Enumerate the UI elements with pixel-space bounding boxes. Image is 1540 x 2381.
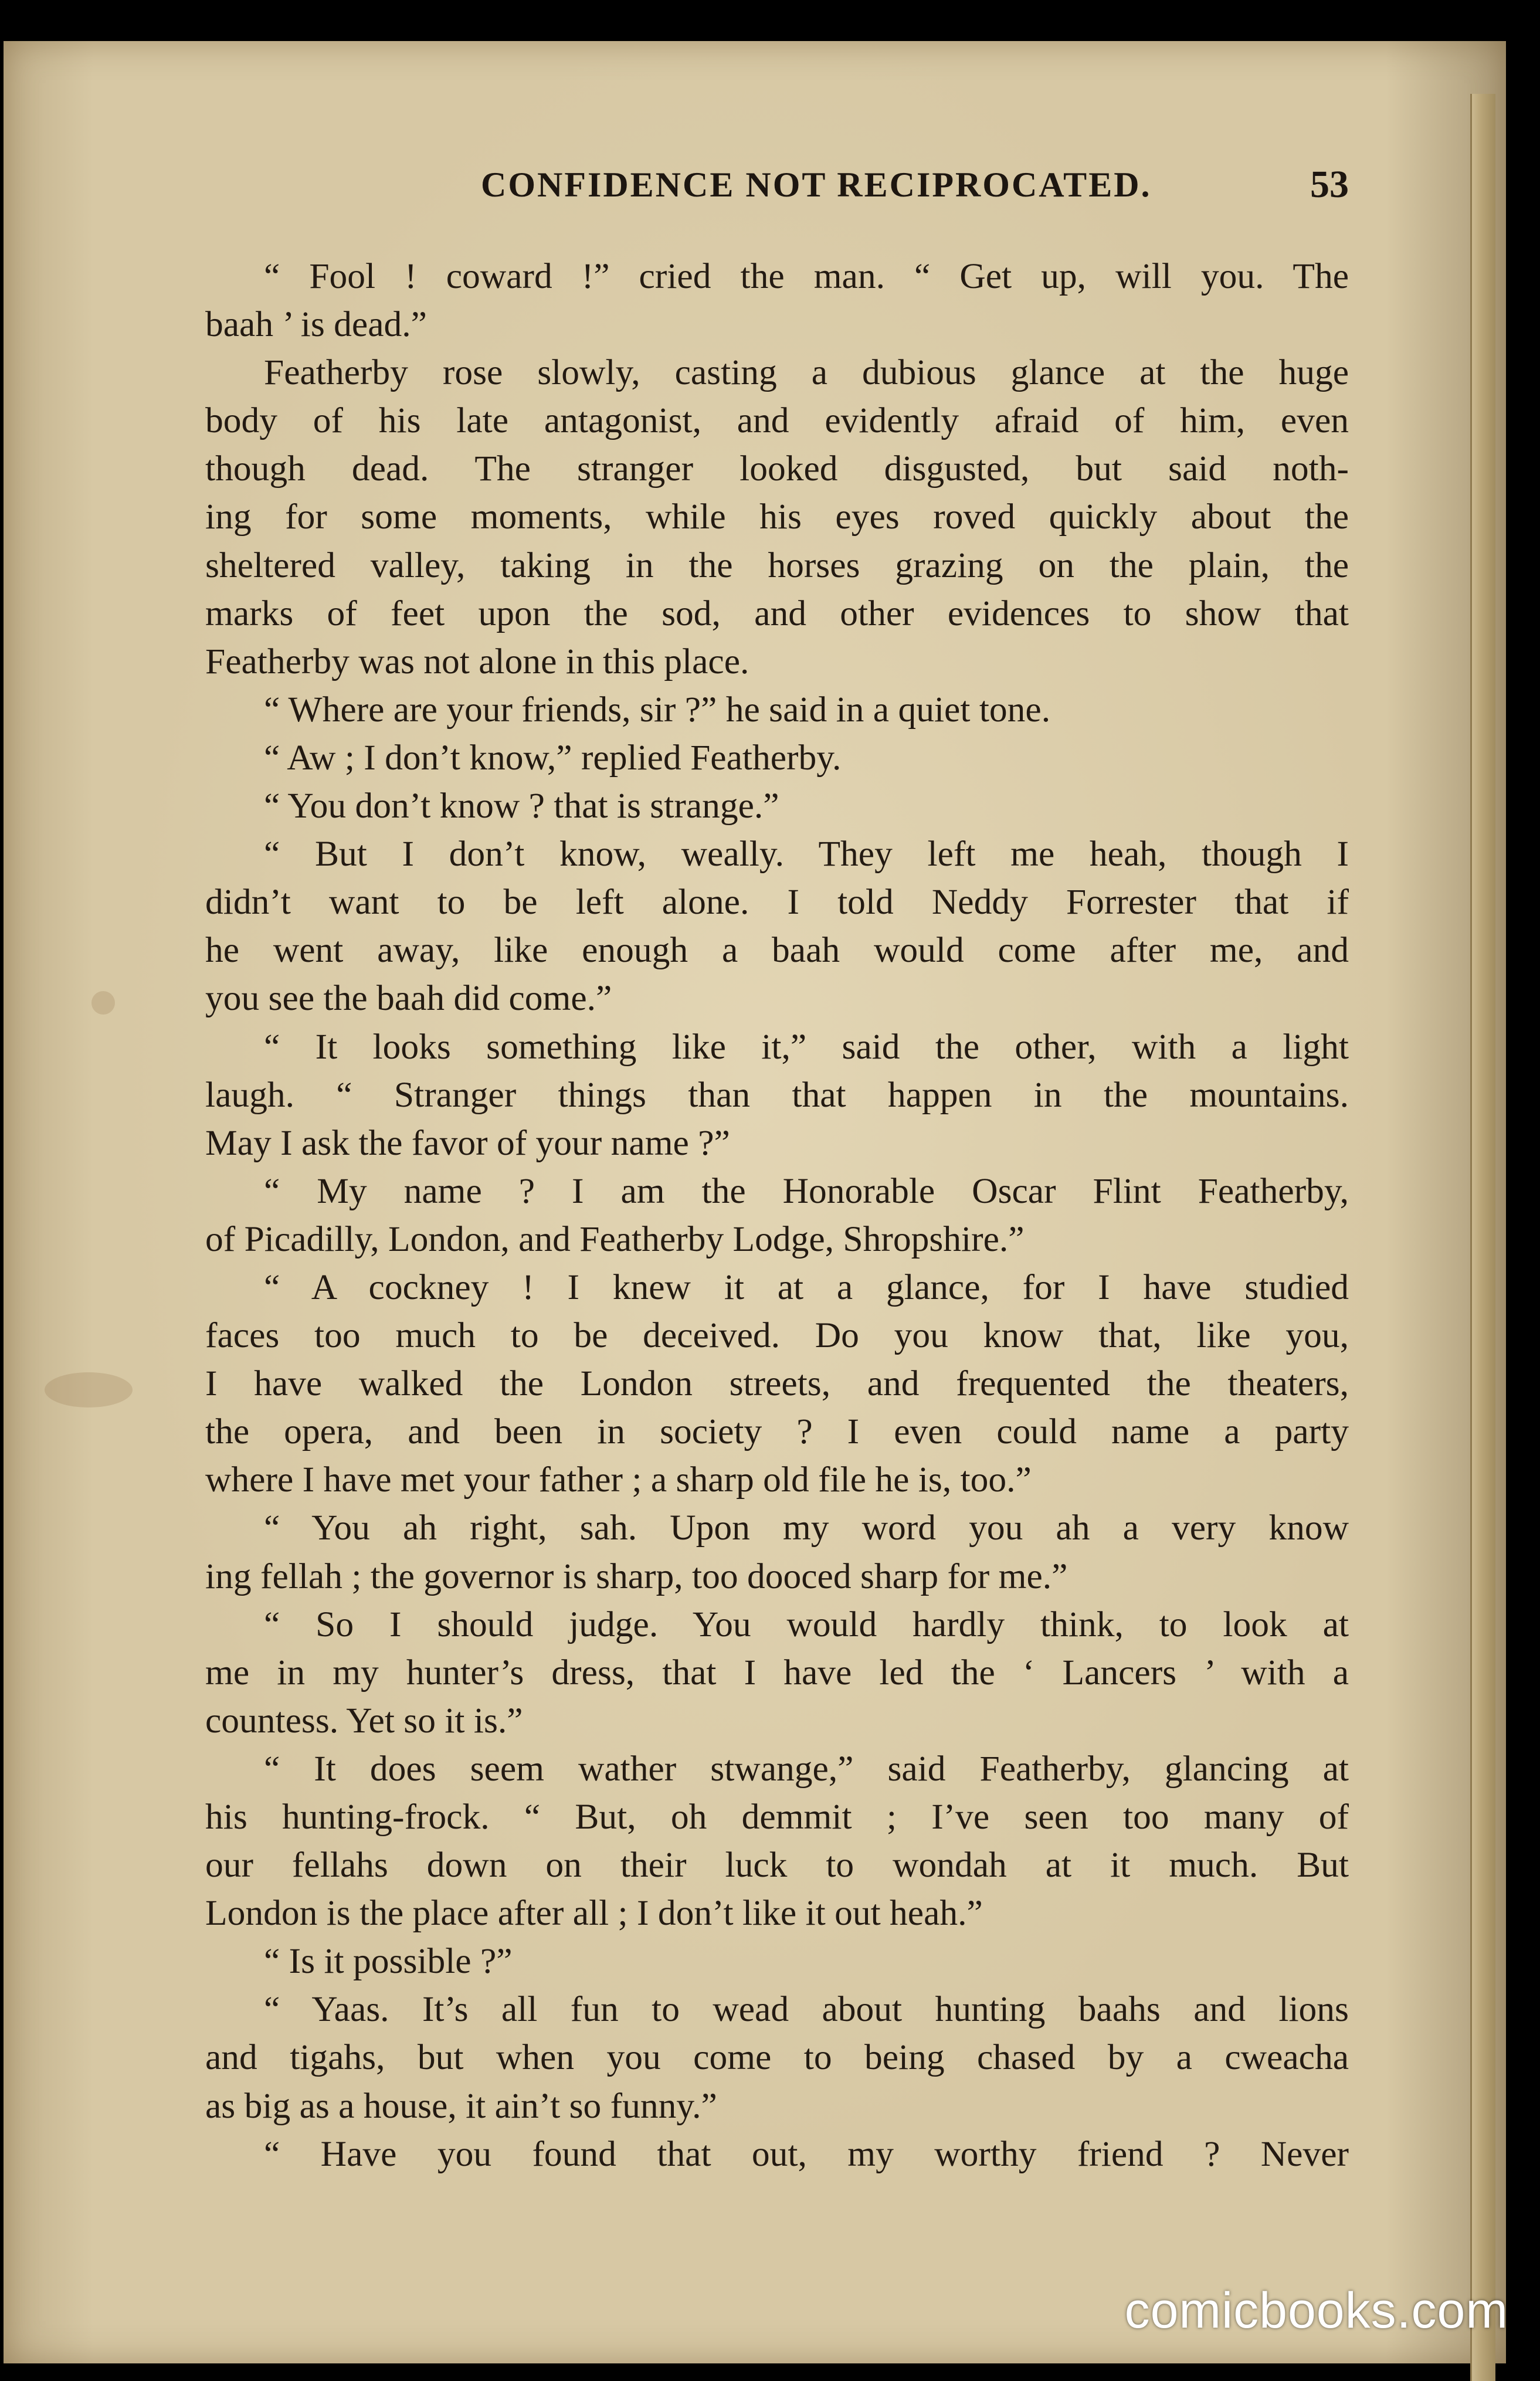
text-line: where I have met your father ; a sharp old file he is, too.” bbox=[205, 1460, 1032, 1500]
text-line: “ Have you found that out, my worthy friend ? Never bbox=[264, 2134, 1349, 2174]
text-line: the opera, and been in society ? I even could name a party bbox=[205, 1412, 1349, 1452]
text-line: “ Is it possible ?” bbox=[264, 1941, 513, 1982]
paper-stain bbox=[91, 991, 115, 1015]
text-line: and tigahs, but when you come to being chased by a cweacha bbox=[205, 2037, 1349, 2078]
text-line: I have walked the London streets, and frequented the theaters, bbox=[205, 1364, 1349, 1404]
text-line: “ Aw ; I don’t know,” replied Featherby. bbox=[264, 737, 842, 778]
text-line: “ Where are your friends, sir ?” he said in a quiet tone. bbox=[264, 689, 1051, 730]
text-line: his hunting-frock. “ But, oh demmit ; I’ve seen too many of bbox=[205, 1797, 1349, 1837]
text-line: “ It does seem wather stwange,” said Featherby, glancing at bbox=[264, 1748, 1349, 1789]
text-line: ing fellah ; the governor is sharp, too dooced sharp for me.” bbox=[205, 1556, 1068, 1596]
text-line: baah ’ is dead.” bbox=[205, 304, 427, 345]
page-number: 53 bbox=[1310, 163, 1349, 206]
text-line: faces too much to be deceived. Do you know that, like you, bbox=[205, 1315, 1349, 1356]
text-line: didn’t want to be left alone. I told Neddy Forrester that if bbox=[205, 882, 1349, 922]
text-line: “ My name ? I am the Honorable Oscar Flint Featherby, bbox=[264, 1171, 1349, 1211]
text-line: “ But I don’t know, weally. They left me heah, though I bbox=[264, 834, 1349, 874]
text-line: “ So I should judge. You would hardly think, to look at bbox=[264, 1604, 1349, 1644]
text-line: as big as a house, it ain’t so funny.” bbox=[205, 2085, 717, 2126]
text-line: ing for some moments, while his eyes roved quickly about the bbox=[205, 497, 1349, 537]
text-line: body of his late antagonist, and evidently afraid of him, even bbox=[205, 401, 1349, 441]
text-line: marks of feet upon the sod, and other evidences to show that bbox=[205, 593, 1349, 633]
text-line: me in my hunter’s dress, that I have led the ‘ Lancers ’ with a bbox=[205, 1652, 1349, 1693]
text-line: he went away, like enough a baah would come after me, and bbox=[205, 930, 1349, 971]
text-line: though dead. The stranger looked disgusted, but said noth- bbox=[205, 449, 1349, 489]
body-text bbox=[205, 252, 1349, 2178]
text-line: May I ask the favor of your name ?” bbox=[205, 1122, 730, 1163]
running-head: CONFIDENCE NOT RECIPROCATED. bbox=[481, 165, 1152, 204]
text-line: “ A cockney ! I knew it at a glance, for I have studied bbox=[264, 1267, 1349, 1307]
text-line: our fellahs down on their luck to wondah at it much. But bbox=[205, 1845, 1349, 1885]
text-line: Featherby rose slowly, casting a dubious glance at the huge bbox=[264, 352, 1349, 393]
page-edge bbox=[1470, 94, 1495, 2381]
text-line: of Picadilly, London, and Featherby Lodge, Shropshire.” bbox=[205, 1219, 1025, 1259]
text-line: “ Fool ! coward !” cried the man. “ Get up, will you. The bbox=[264, 256, 1349, 296]
text-line: “ Yaas. It’s all fun to wead about hunting baahs and lions bbox=[264, 1989, 1349, 2030]
text-line: countess. Yet so it is.” bbox=[205, 1700, 523, 1741]
text-line: London is the place after all ; I don’t like it out heah.” bbox=[205, 1893, 983, 1934]
text-line: laugh. “ Stranger things than that happen in the mountains. bbox=[205, 1074, 1349, 1115]
text-line: Featherby was not alone in this place. bbox=[205, 641, 749, 681]
page-header bbox=[205, 158, 1349, 211]
watermark: comicbooks.com bbox=[1124, 2282, 1508, 2339]
text-line: “ It looks something like it,” said the other, with a light bbox=[264, 1026, 1349, 1067]
text-line: sheltered valley, taking in the horses grazing on the plain, the bbox=[205, 545, 1349, 585]
text-line: you see the baah did come.” bbox=[205, 978, 612, 1019]
text-line: “ You don’t know ? that is strange.” bbox=[264, 786, 779, 826]
paper-stain bbox=[45, 1372, 133, 1407]
text-line: “ You ah right, sah. Upon my word you ah a very know bbox=[264, 1508, 1349, 1548]
